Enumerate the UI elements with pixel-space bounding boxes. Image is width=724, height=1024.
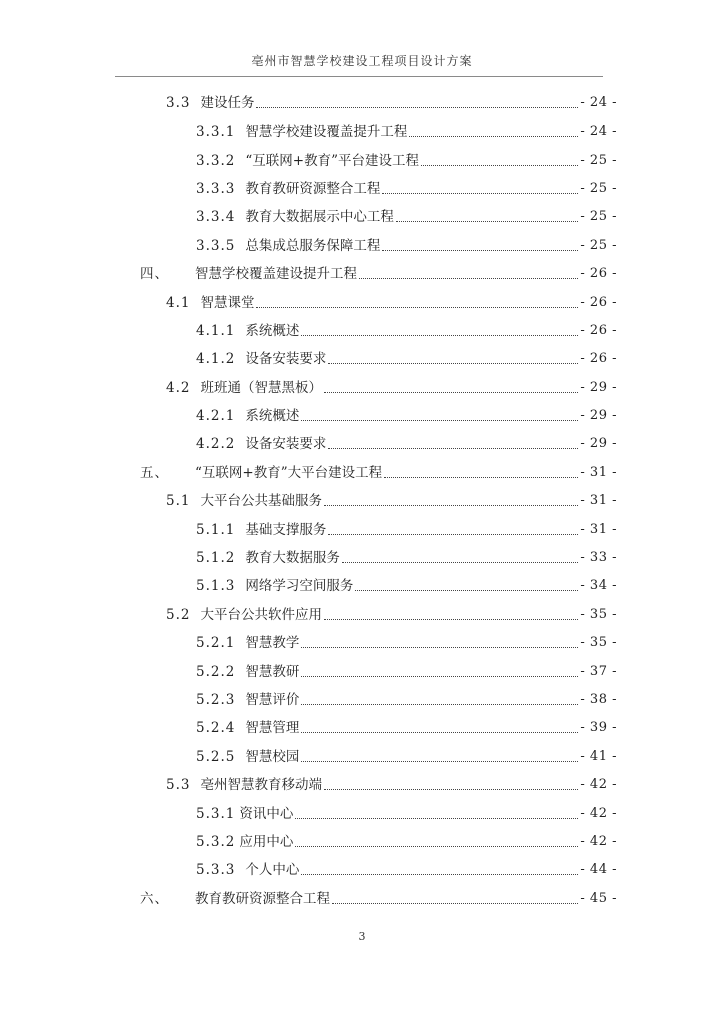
toc-entry-page: - 25 - xyxy=(580,238,617,253)
toc-entry-page: - 29 - xyxy=(580,408,617,423)
toc-entry[interactable] xyxy=(196,517,617,539)
dot-leader xyxy=(256,307,578,308)
toc-entry-title: 智慧学校建设覆盖提升工程 xyxy=(245,124,408,140)
toc-entry-number: 5.1 xyxy=(166,493,191,509)
toc-entry-number: 五、 xyxy=(140,465,169,481)
toc-entry-number: 5.1.1 xyxy=(196,522,236,538)
dot-leader xyxy=(301,761,578,762)
toc-entry-page: - 39 - xyxy=(580,720,617,735)
toc-entry[interactable] xyxy=(196,715,617,737)
toc-entry-page: - 31 - xyxy=(580,522,617,537)
dot-leader xyxy=(301,676,578,677)
toc-entry-title: 系统概述 xyxy=(245,408,300,424)
dot-leader xyxy=(301,647,578,648)
toc-entry-page: - 42 - xyxy=(580,777,617,792)
dot-leader xyxy=(301,874,578,875)
toc-entry-page: - 29 - xyxy=(580,380,617,395)
toc-entry-number: 5.2.4 xyxy=(196,720,236,736)
toc-entry-number: 5.3.2 xyxy=(196,834,236,850)
toc-entry-number: 3.3.2 xyxy=(196,153,236,169)
toc-entry-page: - 24 - xyxy=(580,95,617,110)
toc-entry-number: 5.2.2 xyxy=(196,664,236,680)
toc-entry[interactable] xyxy=(196,829,617,851)
dot-leader xyxy=(324,789,578,790)
toc-entry[interactable] xyxy=(196,659,617,681)
toc-entry[interactable] xyxy=(166,90,617,112)
toc-entry-title: 智慧校园 xyxy=(245,749,300,765)
dot-leader xyxy=(409,136,578,137)
toc-entry-number: 3.3.5 xyxy=(196,238,236,254)
toc-entry-page: - 35 - xyxy=(580,607,617,622)
toc-entry-number: 5.3 xyxy=(166,777,191,793)
toc-entry[interactable] xyxy=(196,318,617,340)
toc-entry-title: 教育大数据服务 xyxy=(245,550,340,566)
toc-entry-number: 5.2.5 xyxy=(196,749,236,765)
dot-leader xyxy=(324,392,578,393)
dot-leader xyxy=(384,477,578,478)
toc-entry[interactable] xyxy=(140,261,617,283)
toc-entry-title: 建设任务 xyxy=(200,95,255,111)
toc-entry-page: - 29 - xyxy=(580,436,617,451)
toc-entry-page: - 42 - xyxy=(580,806,617,821)
toc-entry-title: 智慧评价 xyxy=(245,692,300,708)
toc-entry-number: 3.3 xyxy=(166,95,191,111)
toc-entry-page: - 45 - xyxy=(580,891,617,906)
toc-entry-page: - 38 - xyxy=(580,692,617,707)
toc-entry-page: - 26 - xyxy=(580,295,617,310)
toc-entry-number: 4.2 xyxy=(166,380,191,396)
toc-entry[interactable] xyxy=(166,602,617,624)
toc-entry-title: 资讯中心 xyxy=(239,806,294,822)
toc-entry[interactable] xyxy=(196,148,617,170)
toc-entry-title: 大平台公共基础服务 xyxy=(200,493,322,509)
page-number: 3 xyxy=(358,930,366,943)
toc-entry-number: 4.2.1 xyxy=(196,408,236,424)
toc-entry[interactable] xyxy=(196,687,617,709)
dot-leader xyxy=(355,590,578,591)
dot-leader xyxy=(295,846,578,847)
toc-entry[interactable] xyxy=(140,460,617,482)
toc-entry-title: 应用中心 xyxy=(239,834,294,850)
toc-entry[interactable] xyxy=(196,545,617,567)
toc-entry[interactable] xyxy=(166,290,617,312)
toc-entry-number: 4.1.2 xyxy=(196,351,236,367)
dot-leader xyxy=(301,420,578,421)
toc-entry-page: - 33 - xyxy=(580,550,617,565)
dot-leader xyxy=(421,165,578,166)
toc-entry-title: “互联网+教育”大平台建设工程 xyxy=(195,465,383,481)
toc-entry-page: - 37 - xyxy=(580,664,617,679)
toc-entry[interactable] xyxy=(196,431,617,453)
toc-entry-page: - 26 - xyxy=(580,266,617,281)
dot-leader xyxy=(301,704,578,705)
toc-entry[interactable] xyxy=(196,233,617,255)
toc-entry-title: “互联网+教育”平台建设工程 xyxy=(245,153,419,169)
toc-entry-title: 智慧学校覆盖建设提升工程 xyxy=(195,266,357,282)
toc-entry[interactable] xyxy=(196,801,617,823)
toc-entry-number: 3.3.1 xyxy=(196,124,236,140)
toc-entry-title: 大平台公共软件应用 xyxy=(200,607,322,623)
toc-entry-page: - 26 - xyxy=(580,351,617,366)
toc-entry-page: - 25 - xyxy=(580,209,617,224)
toc-entry[interactable] xyxy=(166,375,617,397)
toc-entry-page: - 35 - xyxy=(580,635,617,650)
toc-entry[interactable] xyxy=(196,403,617,425)
dot-leader xyxy=(295,818,578,819)
dot-leader xyxy=(324,505,578,506)
toc-entry[interactable] xyxy=(166,488,617,510)
dot-leader xyxy=(301,732,578,733)
toc-entry-title: 设备安装要求 xyxy=(245,351,327,367)
toc-entry-title: 智慧课堂 xyxy=(200,295,255,311)
toc-entry-title: 班班通（智慧黑板） xyxy=(200,380,322,396)
toc-entry-number: 5.2.3 xyxy=(196,692,236,708)
toc-entry-page: - 44 - xyxy=(580,862,617,877)
toc-entry-number: 5.2 xyxy=(166,607,191,623)
toc-entry-title: 教育大数据展示中心工程 xyxy=(245,209,394,225)
toc-entry[interactable] xyxy=(196,204,617,226)
toc-entry-page: - 25 - xyxy=(580,181,617,196)
toc-entry-page: - 31 - xyxy=(580,465,617,480)
dot-leader xyxy=(256,107,578,108)
header-divider xyxy=(115,76,603,77)
toc-entry-number: 四、 xyxy=(140,266,169,282)
dot-leader xyxy=(328,363,578,364)
dot-leader xyxy=(382,250,578,251)
dot-leader xyxy=(324,619,578,620)
toc-entry-page: - 24 - xyxy=(580,124,617,139)
toc-entry-title: 智慧教研 xyxy=(245,664,300,680)
toc-entry[interactable] xyxy=(196,573,617,595)
toc-entry[interactable] xyxy=(196,630,617,652)
toc-entry[interactable] xyxy=(196,119,617,141)
toc-entry[interactable] xyxy=(140,886,617,908)
toc-entry-title: 系统概述 xyxy=(245,323,300,339)
dot-leader xyxy=(396,221,579,222)
toc-entry-page: - 41 - xyxy=(580,749,617,764)
dot-leader xyxy=(328,534,578,535)
toc-entry-number: 5.1.2 xyxy=(196,550,236,566)
dot-leader xyxy=(382,193,578,194)
toc-entry-page: - 34 - xyxy=(580,578,617,593)
toc-entry-title: 智慧教学 xyxy=(245,635,300,651)
toc-entry-number: 5.1.3 xyxy=(196,578,236,594)
toc-entry-title: 设备安装要求 xyxy=(245,436,327,452)
toc-entry-number: 3.3.3 xyxy=(196,181,236,197)
toc-entry-title: 网络学习空间服务 xyxy=(245,578,354,594)
dot-leader xyxy=(301,335,578,336)
toc-entry-page: - 31 - xyxy=(580,493,617,508)
toc-entry-number: 4.1.1 xyxy=(196,323,236,339)
toc-entry[interactable] xyxy=(196,744,617,766)
toc-entry-number: 5.2.1 xyxy=(196,635,236,651)
dot-leader xyxy=(332,903,578,904)
page-header-title: 亳州市智慧学校建设工程项目设计方案 xyxy=(251,54,473,68)
toc-entry-title: 基础支撑服务 xyxy=(245,522,327,538)
toc-entry-title: 总集成总服务保障工程 xyxy=(245,238,381,254)
toc-entry-title: 亳州智慧教育移动端 xyxy=(200,777,322,793)
toc-entry[interactable] xyxy=(166,772,617,794)
toc-entry-number: 4.2.2 xyxy=(196,436,236,452)
toc-entry-number: 5.3.1 xyxy=(196,806,236,822)
toc-entry-page: - 25 - xyxy=(580,153,617,168)
toc-entry-number: 4.1 xyxy=(166,295,191,311)
toc-entry-page: - 42 - xyxy=(580,834,617,849)
toc-entry-number: 3.3.4 xyxy=(196,209,236,225)
toc-entry-title: 个人中心 xyxy=(245,862,300,878)
dot-leader xyxy=(342,562,579,563)
toc-entry[interactable] xyxy=(196,857,617,879)
toc-entry[interactable] xyxy=(196,176,617,198)
toc-entry-number: 六、 xyxy=(140,891,169,907)
toc-entry-title: 教育教研资源整合工程 xyxy=(245,181,381,197)
toc-entry[interactable] xyxy=(196,346,617,368)
toc-entry-title: 智慧管理 xyxy=(245,720,300,736)
toc-entry-number: 5.3.3 xyxy=(196,862,236,878)
dot-leader xyxy=(328,448,578,449)
toc-entry-title: 教育教研资源整合工程 xyxy=(195,891,330,907)
dot-leader xyxy=(359,278,578,279)
toc-entry-page: - 26 - xyxy=(580,323,617,338)
